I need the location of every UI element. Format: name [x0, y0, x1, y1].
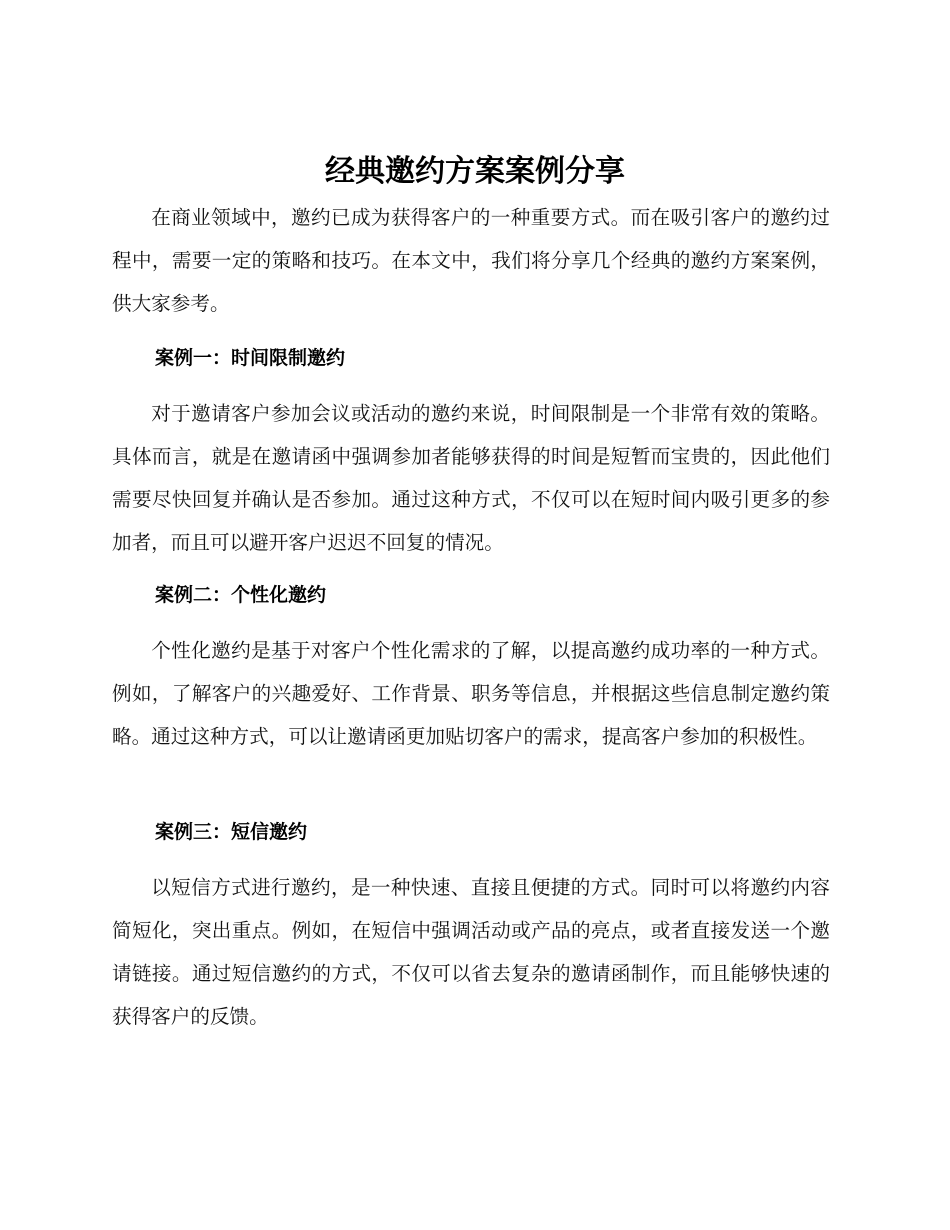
- intro-paragraph: 在商业领域中，邀约已成为获得客户的一种重要方式。而在吸引客户的邀约过程中，需要一定的策略和技巧。在本文中，我们将分享几个经典的邀约方案案例，供大家参考。: [112, 206, 830, 315]
- document-title: 经典邀约方案案例分享: [325, 154, 625, 189]
- section-body-1: 对于邀请客户参加会议或活动的邀约来说，时间限制是一个非常有效的策略。具体而言，就是在邀请函中强调参加者能够获得的时间是短暂而宝贵的，因此他们需要尽快回复并确认是否参加。通过这种方式，不仅可以在短时间内吸引更多的参加者，而且可以避开客户迟迟不回复的情况。: [112, 402, 830, 554]
- section-heading-3: 案例三：短信邀约: [155, 821, 308, 843]
- section-heading-2: 案例二：个性化邀约: [155, 584, 327, 606]
- section-body-2: 个性化邀约是基于对客户个性化需求的了解，以提高邀约成功率的一种方式。例如，了解客户的兴趣爱好、工作背景、职务等信息，并根据这些信息制定邀约策略。通过这种方式，可以让邀请函更加贴切客户的需求，提高客户参加的积极性。: [112, 639, 830, 748]
- section-heading-1: 案例一：时间限制邀约: [155, 347, 346, 369]
- section-body-3: 以短信方式进行邀约，是一种快速、直接且便捷的方式。同时可以将邀约内容简短化，突出重点。例如，在短信中强调活动或产品的亮点，或者直接发送一个邀请链接。通过短信邀约的方式，不仅可以省去复杂的邀请函制作，而且能够快速的获得客户的反馈。: [112, 876, 830, 1028]
